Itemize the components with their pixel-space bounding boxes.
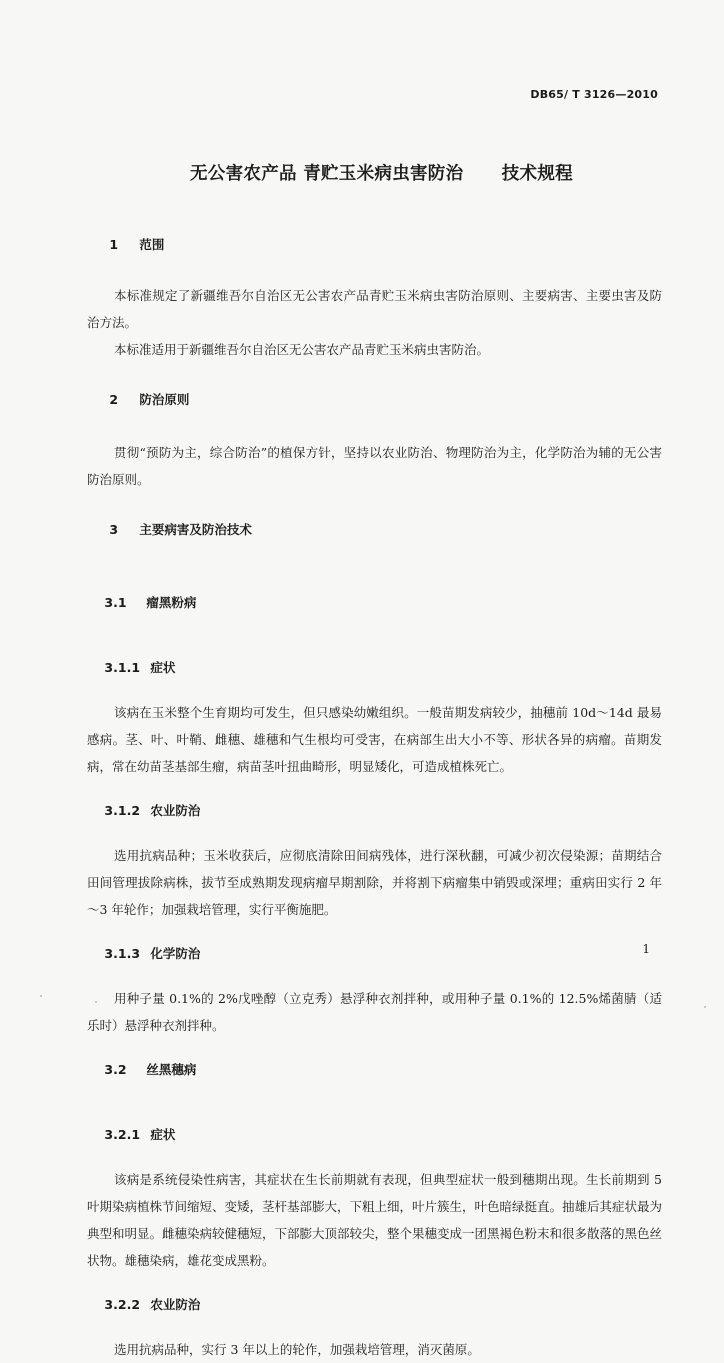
section-number: 3.2.1 [104,1127,141,1142]
section-title: 农业防治 [150,803,201,818]
section-3-1-heading [87,573,662,633]
section-number: 3.1 [104,595,127,610]
section-1-heading [92,215,662,275]
section-3-2-1-paragraph-1: 该病是系统侵染性病害，其症状在生长前期就有表现，但典型症状一般到穗期出现。生长前期到 5 叶期染病植株节间缩短、变矮，茎杆基部膨大，下粗上细，叶片簇生，叶色暗绿挺直。抽雄后其症状最为典型和明显。雌穗染病较健穗短，下部膨大顶部较尖，整个果穗变成一团黑褐色粉末和很多散落的黑色丝状物。雄穗染病，雄花变成黑粉。 [87,1172,663,1268]
section-3-1-1-heading [87,638,662,698]
section-number: 3.1.1 [104,660,141,675]
section-3-1-2-paragraph-1: 选用抗病品种；玉米收获后，应彻底清除田间病残体，进行深秋翻，可减少初次侵染源；苗期结合田间管理拔除病株，拔节至成熟期发现病瘤早期割除，并将割下病瘤集中销毁或深埋；重病田实行 2 年～3 年轮作；加强栽培管理，实行平衡施肥。 [87,848,662,917]
section-title: 主要病害及防治技术 [139,522,252,537]
section-number: 3.1.3 [104,946,141,961]
section-title: 瘤黑粉病 [146,595,197,610]
section-title: 化学防治 [150,946,201,961]
document-title: 无公害农产品 青贮玉米病虫害防治 技术规程 [190,164,573,184]
standard-code: DB65/ T 3126—2010 [530,88,658,101]
section-1-paragraph-1: 本标准规定了新疆维吾尔自治区无公害农产品青贮玉米病虫害防治原则、主要病害、主要虫害及防治方法。 [87,288,662,330]
section-title: 防治原则 [139,392,190,407]
scan-speck [95,1001,97,1003]
section-3-2-1-heading [87,1105,662,1165]
scan-speck [40,995,42,997]
document-body [87,215,662,1363]
section-title: 丝黑穗病 [146,1062,197,1077]
section-3-1-2-heading [87,781,662,841]
section-number: 2 [109,392,119,407]
section-3-1-1-paragraph-1: 该病在玉米整个生育期均可发生，但只感染幼嫩组织。一般苗期发病较少，抽穗前 10d～14d 最易感病。茎、叶、叶鞘、雌穗、雄穗和气生根均可受害，在病部生出大小不等、形状各异的病瘤。苗期发病，常在幼苗茎基部生瘤，病苗茎叶扭曲畸形，明显矮化，可造成植株死亡。 [87,705,662,774]
page-number: 1 [642,942,650,956]
section-title: 农业防治 [150,1297,201,1312]
section-3-2-2-paragraph-1: 选用抗病品种，实行 3 年以上的轮作，加强栽培管理，消灭菌原。 [114,1342,480,1357]
section-3-heading [92,500,662,560]
section-3-1-3-paragraph-1: 用种子量 0.1%的 2%戊唑醇（立克秀）悬浮种衣剂拌种，或用种子量 0.1%的 12.5%烯菌腈（适乐时）悬浮种衣剂拌种。 [87,991,662,1033]
section-number: 1 [109,237,119,252]
section-title: 症状 [150,660,176,675]
section-3-2-2-heading [87,1275,662,1335]
section-title: 范围 [139,237,165,252]
scan-speck [704,1006,706,1008]
section-title: 症状 [150,1127,176,1142]
section-number: 3.1.2 [104,803,141,818]
section-2-paragraph-1: 贯彻“预防为主，综合防治”的植保方针，坚持以农业防治、物理防治为主，化学防治为辅的无公害防治原则。 [87,445,662,487]
section-number: 3.2.2 [104,1297,141,1312]
section-number: 3.2 [104,1062,127,1077]
section-3-2-heading [87,1040,662,1100]
section-1-paragraph-2: 本标准适用于新疆维吾尔自治区无公害农产品青贮玉米病虫害防治。 [114,342,490,357]
section-number: 3 [109,522,119,537]
section-2-heading [92,370,662,430]
section-3-1-3-heading [87,924,662,984]
